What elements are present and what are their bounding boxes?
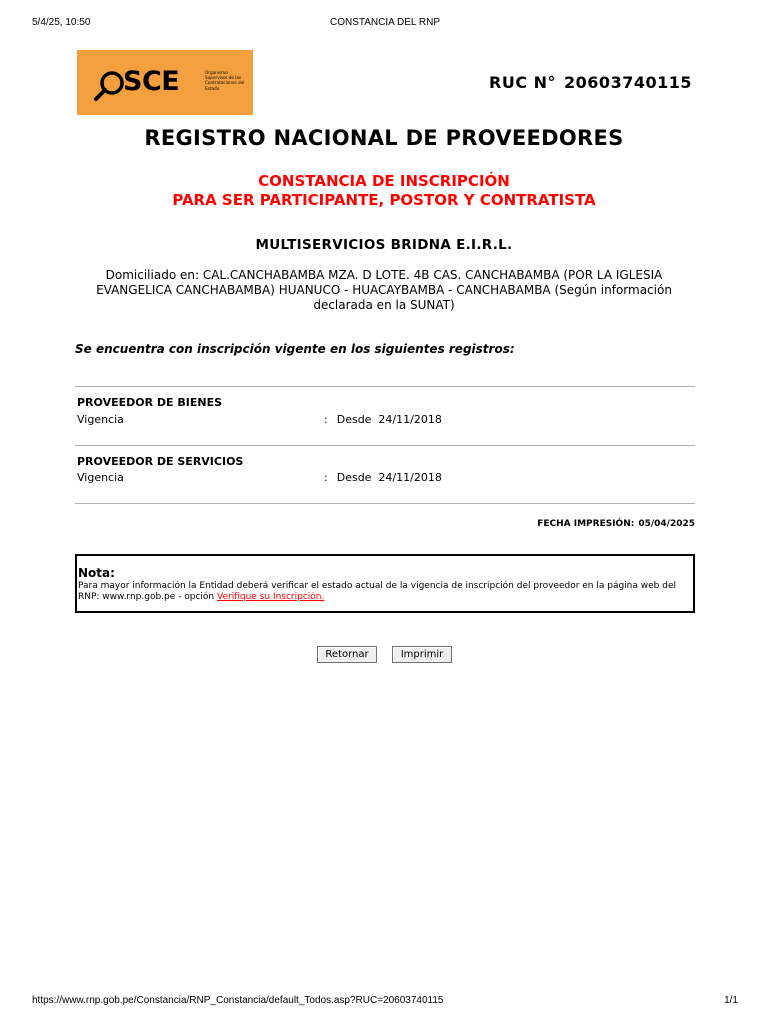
registro-value [324,471,442,484]
ruc-value: 20603740115 [564,73,692,92]
registro-value [324,413,442,426]
osce-logo [77,50,253,115]
subtitle-line-1: CONSTANCIA DE INSCRIPCIÓN [258,172,510,190]
logo-brand: SCE [123,66,180,97]
divider [75,503,695,504]
registro-label: Vigencia [77,413,124,426]
nota-text [78,581,690,603]
fecha-impresion [537,519,695,529]
print-header [32,17,738,31]
divider [75,386,695,387]
registro-separator: : [324,471,328,484]
print-page-number: 1/1 [724,995,738,1006]
registro-date: Desde 24/11/2018 [336,413,442,426]
fecha-impresion-value: 05/04/2025 [638,519,695,529]
nota-box [75,554,695,613]
company-name: MULTISERVICIOS BRIDNA E.I.R.L. [255,237,513,253]
print-page-title: CONSTANCIA DEL RNP [329,17,441,28]
retornar-button[interactable]: Retornar [317,646,377,663]
ruc-label: RUC N° [489,73,557,92]
print-footer [32,995,738,1009]
print-url: https://www.rnp.gob.pe/Constancia/RNP_Constancia/default_Todos.asp?RUC=20603740115 [32,995,444,1006]
company-address: Domiciliado en: CAL.CANCHABAMBA MZA. D LOTE. 4B CAS. CANCHABAMBA (POR LA IGLESIA EVANGELICA CANCHABAMBA) HUANUCO - HUACAYBAMBA - CANCHABAMBA (Según información declarada en la SUNAT) [96,268,672,312]
registro-date: Desde 24/11/2018 [336,471,442,484]
registro-label: Vigencia [77,471,124,484]
divider [75,445,695,446]
fecha-impresion-label: FECHA IMPRESIÓN: [537,519,635,529]
ruc-number [489,73,692,92]
registro-separator: : [324,413,328,426]
registro-title: PROVEEDOR DE SERVICIOS [77,455,244,468]
nota-heading: Nota: [78,566,115,580]
page-title: REGISTRO NACIONAL DE PROVEEDORES [144,126,624,150]
imprimir-button[interactable]: Imprimir [392,646,452,663]
constancia-subtitle [0,172,768,210]
print-datetime: 5/4/25, 10:50 [32,17,91,28]
nota-body: Para mayor información la Entidad deberá verificar el estado actual de la vigencia de inscripción del proveedor en la página web del RNP: www.rnp.gob.pe - opción [78,581,676,602]
registro-title: PROVEEDOR DE BIENES [77,396,223,409]
registros-intro: Se encuentra con inscripción vigente en los siguientes registros: [75,342,515,356]
subtitle-line-2: PARA SER PARTICIPANTE, POSTOR Y CONTRATISTA [172,191,596,209]
verifique-inscripcion-link[interactable]: Verifique su Inscripción. [217,592,325,602]
logo-subtitle: Organismo Supervisor de las Contrataciones del Estado [205,70,245,91]
